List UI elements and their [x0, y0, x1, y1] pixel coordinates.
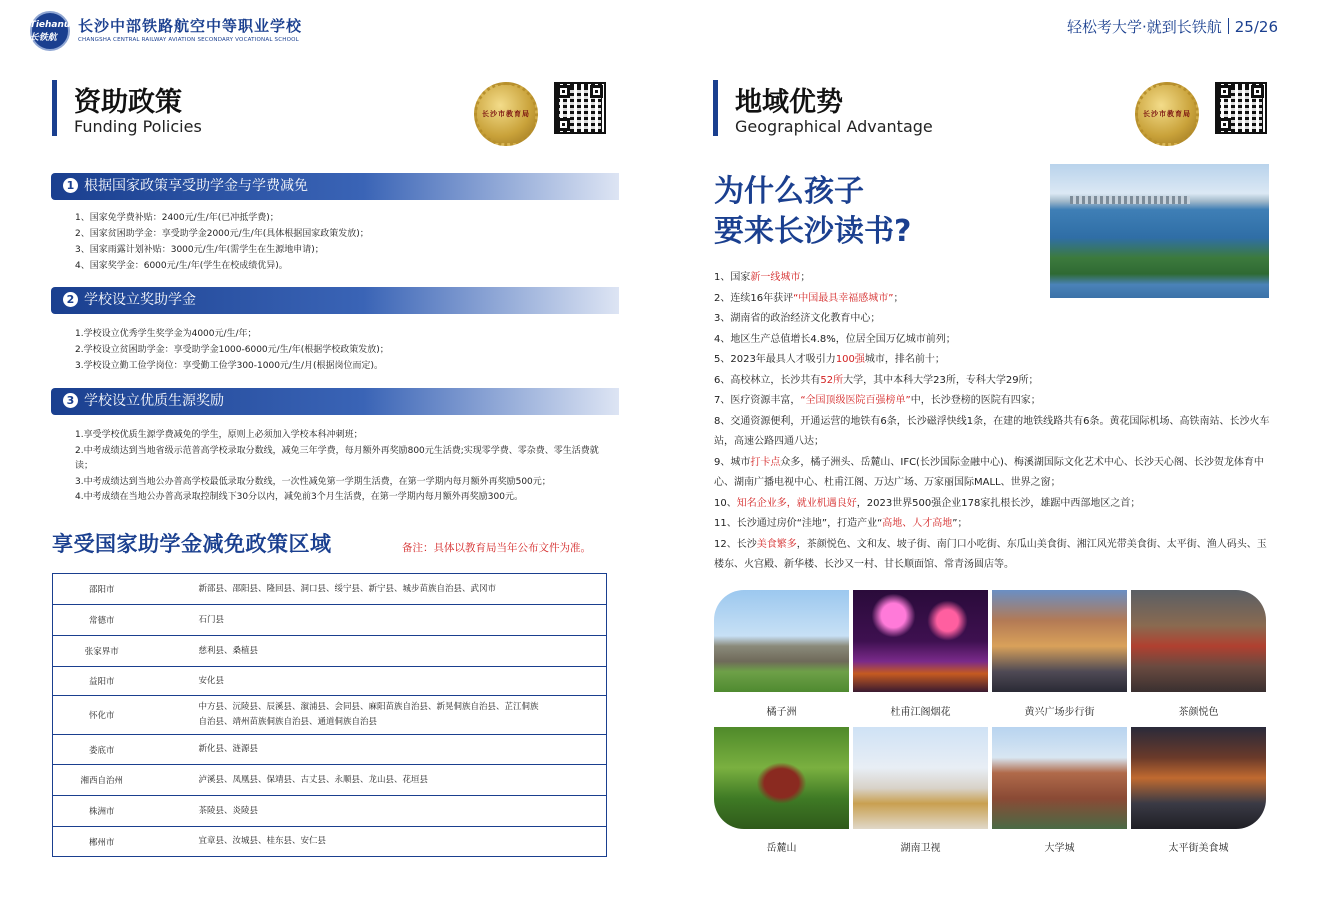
photo-yuelu-mountain [714, 727, 849, 829]
reason-item [714, 309, 1274, 330]
photo-fireworks [853, 590, 988, 692]
reason-text: ”； [952, 518, 968, 529]
seal-icon: 长沙市教育局 [474, 82, 538, 146]
county-cell: 泸溪县、凤凰县、保靖县、古丈县、永顺县、龙山县、花垣县 [151, 765, 607, 796]
divider [1228, 18, 1229, 34]
list-item: 1.享受学校优质生源学费减免的学生，原则上必须加入学校本科冲刺班； [75, 430, 363, 440]
reason-text: ，茶颜悦色、文和友、坡子街、南门口小吃街、东瓜山美食街、湘江风光带美食街、太平街、渔人码头、玉楼东、火宫殿、新华楼、长沙又一村、甘长顺面馆、常青汤圆店等。 [714, 538, 1267, 570]
reason-text: 中，长沙登榜的医院有四家； [910, 395, 1041, 406]
why-heading: 为什么孩子 要来长沙读书? [714, 174, 912, 249]
table-row [53, 636, 607, 667]
highlight-text: “全国顶级医院百强榜单” [800, 395, 911, 406]
geo-title-cn: 地域优势 [735, 87, 843, 118]
reason-item [714, 453, 1274, 494]
table-row [53, 574, 607, 605]
funding-list-2 [75, 326, 615, 374]
county-cell: 宜章县、汝城县、桂东县、安仁县 [151, 827, 607, 857]
list-item: 1.学校设立优秀学生奖学金为4000元/生/年； [75, 329, 257, 339]
reason-item [714, 330, 1274, 351]
funding-list-1 [75, 210, 615, 274]
reason-text: 2、连续16年获评 [714, 292, 794, 304]
photo-caption: 湖南卫视 [900, 843, 941, 854]
list-item: 2、国家贫困助学金：享受助学金2000元/生/年(具体根据国家政策发放)； [75, 229, 369, 239]
reason-text: 11、长沙通过房价“洼地”，打造产业“ [714, 518, 883, 529]
school-logo [29, 11, 303, 51]
county-cell: 新邵县、邵阳县、隆回县、洞口县、绥宁县、新宁县、城步苗族自治县、武冈市 [151, 574, 607, 605]
reason-text: 7、医疗资源丰富， [714, 395, 801, 406]
table-row [53, 796, 607, 827]
reason-text: 9、城市 [714, 456, 751, 468]
list-item: 2.学校设立贫困助学金：享受助学金1000-6000元/生/年(根据学校政策发放)； [75, 345, 389, 355]
highlight-text: 52所 [820, 374, 844, 386]
funding-heading-1: 1 根据国家政策享受助学金与学费减免 [51, 173, 619, 200]
city-cell: 株洲市 [53, 796, 151, 827]
highlight-text: 高地、人才高地 [882, 518, 953, 529]
header-slogan-block [1067, 16, 1278, 37]
photo-caption: 岳麓山 [766, 843, 797, 854]
funding-heading-2: 2 学校设立奖助学金 [51, 287, 619, 314]
city-cell: 郴州市 [53, 827, 151, 857]
reasons-list [714, 268, 1274, 576]
reason-text: 8、交通资源便利，开通运营的地铁有6条，长沙磁浮快线1条，在建的地铁线路共有6条。黄花国际机场、高铁南站、长沙火车站，高速公路四通八达； [714, 415, 1270, 447]
table-row [53, 765, 607, 796]
number-badge: 1 [63, 178, 78, 193]
highlight-text: 100强 [835, 354, 865, 365]
geo-title-en: Geographical Advantage [735, 117, 933, 136]
reason-item [714, 535, 1274, 576]
highlight-text: “中国最具幸福感城市” [793, 292, 894, 304]
reason-text: 3、湖南省的政治经济文化教育中心； [714, 313, 881, 324]
reason-item [714, 268, 1274, 289]
reason-text: 12、长沙 [714, 538, 757, 550]
number-badge: 3 [63, 393, 78, 408]
highlight-text: 新一线城市 [750, 272, 801, 283]
list-item: 3、国家雨露计划补贴：3000元/生/年(需学生在生源地申请)； [75, 245, 324, 255]
photo-taiping-street [1131, 727, 1266, 829]
photo-caption: 茶颜悦色 [1178, 707, 1219, 718]
photo-pedestrian-street [992, 590, 1127, 692]
photo-caption: 杜甫江阁烟花 [890, 707, 951, 718]
reason-text: 大学，其中本科大学23所，专科大学29所； [843, 374, 1039, 386]
photo-caption: 橘子洲 [766, 707, 797, 718]
reason-text: ； [893, 292, 904, 304]
number-badge: 2 [63, 292, 78, 307]
reason-text: 6、高校林立，长沙共有 [714, 374, 821, 386]
region-title: 享受国家助学金减免政策区域 [52, 532, 332, 556]
reason-text: 10、 [714, 497, 737, 509]
qr-code-icon[interactable] [554, 82, 606, 134]
region-note: 备注：具体以教育局当年公布文件为准。 [402, 542, 591, 554]
reason-text: 城市，排名前十； [864, 354, 945, 365]
funding-title-cn: 资助政策 [74, 87, 182, 118]
logo-emblem: Tiehanu 长铁航 [30, 11, 70, 51]
city-cell: 常德市 [53, 605, 151, 636]
photo-caption: 黄兴广场步行街 [1024, 707, 1095, 718]
reason-text: 5、2023年最具人才吸引力 [714, 354, 836, 365]
reason-item [714, 371, 1274, 392]
reason-text: ； [800, 272, 811, 283]
city-cell: 张家界市 [53, 636, 151, 667]
reason-item [714, 514, 1274, 535]
photo-university-town [992, 727, 1127, 829]
reason-item [714, 289, 1274, 310]
title-bar [52, 80, 57, 136]
table-row [53, 735, 607, 765]
list-item: 1、国家免学费补贴：2400元/生/年(已冲抵学费)； [75, 213, 279, 223]
photo-caption: 大学城 [1044, 843, 1075, 854]
county-cell: 茶陵县、炎陵县 [151, 796, 607, 827]
city-cell: 湘西自治州 [53, 765, 151, 796]
reason-item [714, 350, 1274, 371]
reason-item [714, 494, 1274, 515]
city-cell: 益阳市 [53, 667, 151, 696]
school-name-cn: 长沙中部铁路航空中等职业学校 [78, 17, 303, 35]
photo-orange-isle [714, 590, 849, 692]
photo-caption: 太平街美食城 [1168, 843, 1229, 854]
table-row [53, 667, 607, 696]
table-row [53, 827, 607, 857]
photo-hunan-tv [853, 727, 988, 829]
funding-title-en: Funding Policies [74, 117, 202, 136]
list-item: 3.中考成绩达到当地公办普高学校最低录取分数线，一次性减免第一学期生活费，在第一学期内每月额外再奖励500元； [75, 476, 551, 487]
title-bar [713, 80, 718, 136]
slogan: 轻松考大学·就到长铁航 [1066, 18, 1222, 36]
photo-tea-shop [1131, 590, 1266, 692]
reason-text: 1、国家 [714, 272, 751, 283]
table-row [53, 696, 607, 735]
city-cell: 娄底市 [53, 735, 151, 765]
city-cell: 怀化市 [53, 696, 151, 735]
funding-heading-3: 3 学校设立优质生源奖励 [51, 388, 619, 415]
region-table [52, 573, 607, 857]
highlight-text: 打卡点 [750, 456, 781, 468]
funding-list-3 [75, 428, 615, 506]
reason-text: 4、地区生产总值增长4.8%，位居全国万亿城市前列； [714, 333, 956, 345]
page-number: 25/26 [1234, 18, 1278, 36]
reason-text: ，2023世界500强企业178家扎根长沙，雄踞中西部地区之首； [856, 497, 1141, 509]
county-cell: 石门县 [151, 605, 607, 636]
county-cell: 慈利县、桑植县 [151, 636, 607, 667]
reason-item [714, 391, 1274, 412]
school-name-en: CHANGSHA CENTRAL RAILWAY AVIATION SECONDARY VOCATIONAL SCHOOL [78, 37, 299, 43]
list-item: 4、国家奖学金：6000元/生/年(学生在校成绩优异)。 [75, 261, 288, 271]
highlight-text: 知名企业多，就业机遇良好 [736, 497, 857, 509]
highlight-text: 美食繁多 [756, 538, 797, 550]
list-item: 3.学校设立勤工俭学岗位：享受勤工俭学300-1000元/生/月(根据岗位而定)。 [75, 361, 384, 371]
qr-code-icon[interactable] [1215, 82, 1267, 134]
list-item: 2.中考成绩达到当地省级示范普高学校录取分数线，减免三年学费，每月额外再奖励800元生活费;实现零学费、零杂费、零生活费就读； [75, 445, 599, 471]
seal-icon: 长沙市教育局 [1135, 82, 1199, 146]
reason-text: 众多，橘子洲头、岳麓山、IFC(长沙国际金融中心)、梅溪湖国际文化艺术中心、长沙天心阁、长沙贺龙体育中心、湖南广播电视中心、杜甫江阁、万达广场、万家丽国际MALL、世界之窗； [714, 456, 1264, 488]
county-cell: 中方县、沅陵县、辰溪县、溆浦县、会同县、麻阳苗族自治县、新晃侗族自治县、芷江侗族 自治县、靖州苗族侗族自治县、通道侗族自治县 [151, 696, 607, 735]
list-item: 4.中考成绩在当地公办普高录取控制线下30分以内，减免前3个月生活费，在第一学期内每月额外再奖励300元。 [75, 492, 523, 502]
city-cell: 邵阳市 [53, 574, 151, 605]
table-row [53, 605, 607, 636]
county-cell: 新化县、涟源县 [151, 735, 607, 765]
reason-item [714, 412, 1274, 453]
county-cell: 安化县 [151, 667, 607, 696]
